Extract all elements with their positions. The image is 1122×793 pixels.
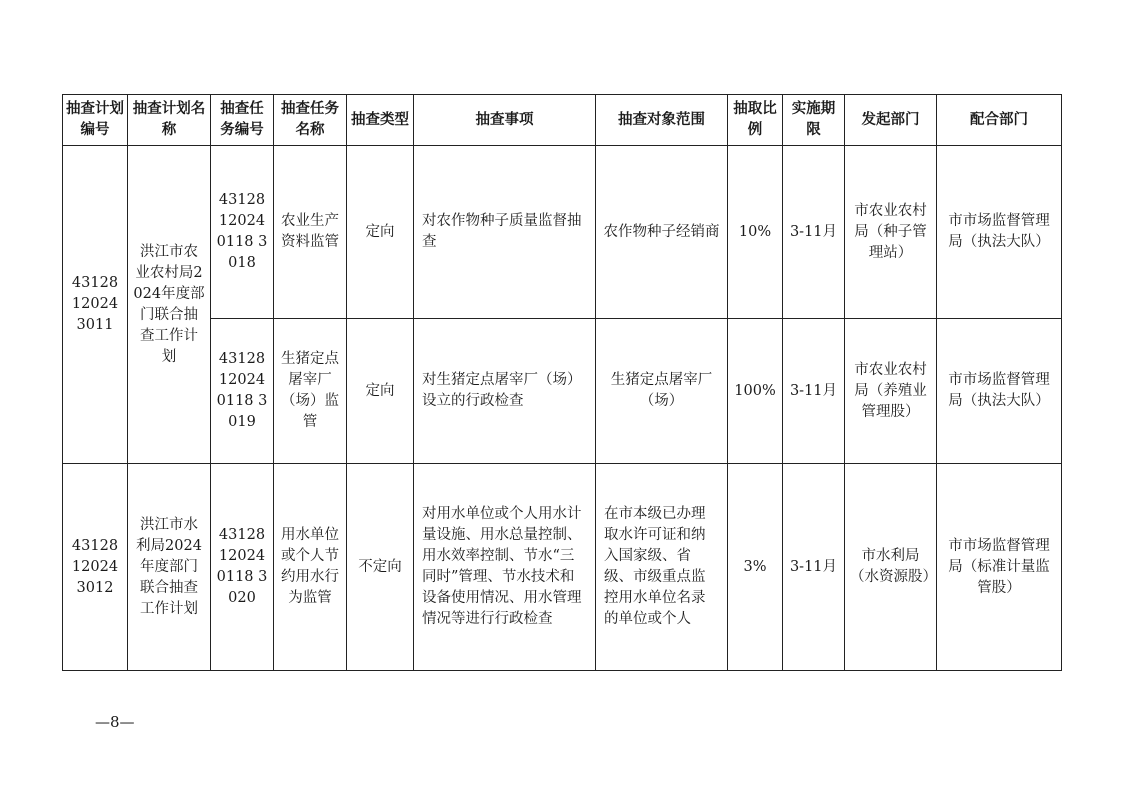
plan-number-cell: 43128120243011 (63, 146, 128, 464)
period-cell: 3-11月 (783, 146, 845, 319)
task-number-cell: 43128120240118 3020 (211, 464, 274, 671)
sampling-ratio-cell: 10% (728, 146, 783, 319)
header-check-scope: 抽查对象范围 (596, 95, 728, 146)
check-scope-cell: 在市本级已办理取水许可证和纳入国家级、省级、市级重点监控用水单位名录的单位或个人 (596, 464, 728, 671)
cooperator-cell: 市市场监督管理局（执法大队） (937, 319, 1062, 464)
sampling-ratio-cell: 3% (728, 464, 783, 671)
sampling-ratio-cell: 100% (728, 319, 783, 464)
cooperator-cell: 市市场监督管理局（标准计量监管股） (937, 464, 1062, 671)
task-number-cell: 43128120240118 3018 (211, 146, 274, 319)
check-scope-cell: 农作物种子经销商 (596, 146, 728, 319)
spot-check-plan-table (62, 94, 1062, 671)
check-item-cell: 对生猪定点屠宰厂（场）设立的行政检查 (414, 319, 596, 464)
table-header (63, 95, 1062, 146)
page-number: —8— (95, 713, 135, 731)
header-check-type: 抽查类型 (347, 95, 414, 146)
header-initiator: 发起部门 (845, 95, 937, 146)
header-sampling-ratio: 抽取比例 (728, 95, 783, 146)
header-task-number: 抽查任务编号 (211, 95, 274, 146)
header-plan-name: 抽查计划名称 (128, 95, 211, 146)
plan-name-cell: 洪江市水利局2024年度部门联合抽查工作计划 (128, 464, 211, 671)
table-row (63, 319, 1062, 464)
cooperator-cell: 市市场监督管理局（执法大队） (937, 146, 1062, 319)
task-name-cell: 用水单位或个人节约用水行为监管 (274, 464, 347, 671)
header-cooperator: 配合部门 (937, 95, 1062, 146)
initiator-cell: 市水利局（水资源股） (845, 464, 937, 671)
initiator-cell: 市农业农村局（种子管理站） (845, 146, 937, 319)
check-type-cell: 不定向 (347, 464, 414, 671)
header-check-item: 抽查事项 (414, 95, 596, 146)
plan-number-cell: 43128120243012 (63, 464, 128, 671)
header-task-name: 抽查任务名称 (274, 95, 347, 146)
header-period: 实施期限 (783, 95, 845, 146)
check-type-cell: 定向 (347, 319, 414, 464)
task-name-cell: 农业生产资料监管 (274, 146, 347, 319)
period-cell: 3-11月 (783, 319, 845, 464)
plan-name-cell: 洪江市农业农村局2024年度部门联合抽查工作计划 (128, 146, 211, 464)
task-name-cell: 生猪定点屠宰厂（场）监管 (274, 319, 347, 464)
initiator-cell: 市农业农村局（养殖业管理股） (845, 319, 937, 464)
period-cell: 3-11月 (783, 464, 845, 671)
task-number-cell: 43128120240118 3019 (211, 319, 274, 464)
check-item-cell: 对用水单位或个人用水计量设施、用水总量控制、用水效率控制、节水“三同时”管理、节水技术和设备使用情况、用水管理情况等进行行政检查 (414, 464, 596, 671)
table-row (63, 146, 1062, 319)
header-plan-number: 抽查计划编号 (63, 95, 128, 146)
check-scope-cell: 生猪定点屠宰厂（场） (596, 319, 728, 464)
table-row (63, 464, 1062, 671)
check-item-cell: 对农作物种子质量监督抽查 (414, 146, 596, 319)
check-type-cell: 定向 (347, 146, 414, 319)
